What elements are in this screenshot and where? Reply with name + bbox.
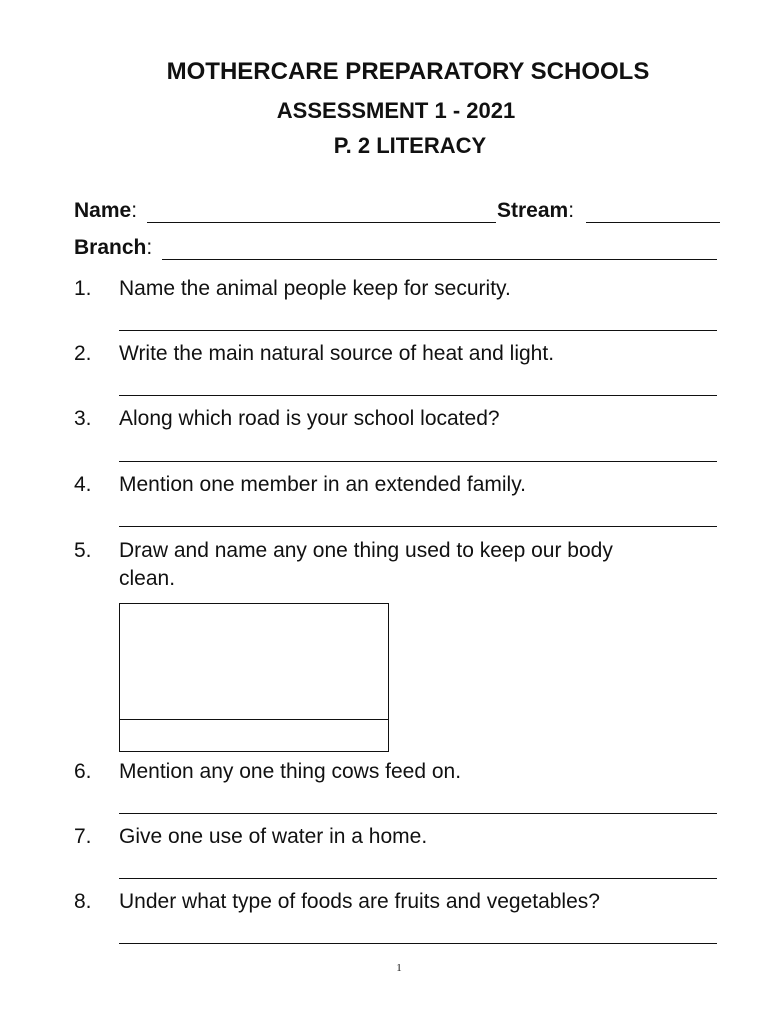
page-number: 1 [396, 962, 402, 974]
name-answer-line[interactable] [147, 222, 496, 223]
question-text: Give one use of water in a home. [119, 825, 428, 848]
question-text [119, 537, 613, 593]
assessment-title: ASSESSMENT 1 - 2021 [276, 98, 516, 123]
branch-answer-line[interactable] [162, 259, 717, 260]
question-text: Under what type of foods are fruits and vegetables? [119, 890, 600, 913]
branch-field-label [74, 236, 152, 260]
question-8 [74, 888, 600, 916]
subject-title: P. 2 LITERACY [333, 133, 487, 158]
stream-label: Stream [497, 199, 569, 222]
question-6 [74, 758, 461, 786]
question-text: Name the animal people keep for security. [119, 277, 511, 300]
answer-line-1[interactable] [119, 330, 717, 331]
answer-line-4[interactable] [119, 526, 717, 527]
question-number: 3. [74, 407, 92, 430]
question-7 [74, 823, 427, 851]
answer-line-6[interactable] [119, 813, 717, 814]
question-text: Mention any one thing cows feed on. [119, 760, 462, 783]
stream-field-label [497, 199, 574, 223]
question-number: 4. [74, 473, 92, 496]
question-1 [74, 275, 511, 303]
question-4 [74, 471, 526, 499]
question-text-line-1: Draw and name any one thing used to keep our body [119, 539, 613, 562]
answer-line-8[interactable] [119, 943, 717, 944]
drawing-name-field[interactable] [120, 719, 388, 751]
question-text: Write the main natural source of heat and light. [119, 342, 555, 365]
answer-line-3[interactable] [119, 461, 717, 462]
stream-colon: : [568, 199, 575, 222]
name-colon: : [131, 199, 138, 222]
question-number: 8. [74, 890, 92, 913]
question-3 [74, 405, 500, 433]
question-number: 2. [74, 342, 92, 365]
name-field-label [74, 199, 137, 223]
school-name: MOTHERCARE PREPARATORY SCHOOLS [166, 58, 650, 85]
answer-line-7[interactable] [119, 878, 717, 879]
question-number: 1. [74, 277, 92, 300]
answer-line-2[interactable] [119, 395, 717, 396]
drawing-box[interactable] [119, 603, 389, 752]
branch-label: Branch [74, 236, 147, 259]
question-text: Mention one member in an extended family. [119, 473, 526, 496]
question-number: 5. [74, 539, 92, 562]
question-5 [74, 537, 613, 593]
question-text-line-2: clean. [119, 567, 176, 590]
branch-colon: : [146, 236, 153, 259]
question-number: 6. [74, 760, 92, 783]
question-text: Along which road is your school located? [119, 407, 500, 430]
name-label: Name [74, 199, 132, 222]
question-2 [74, 340, 554, 368]
question-number: 7. [74, 825, 92, 848]
stream-answer-line[interactable] [586, 222, 720, 223]
